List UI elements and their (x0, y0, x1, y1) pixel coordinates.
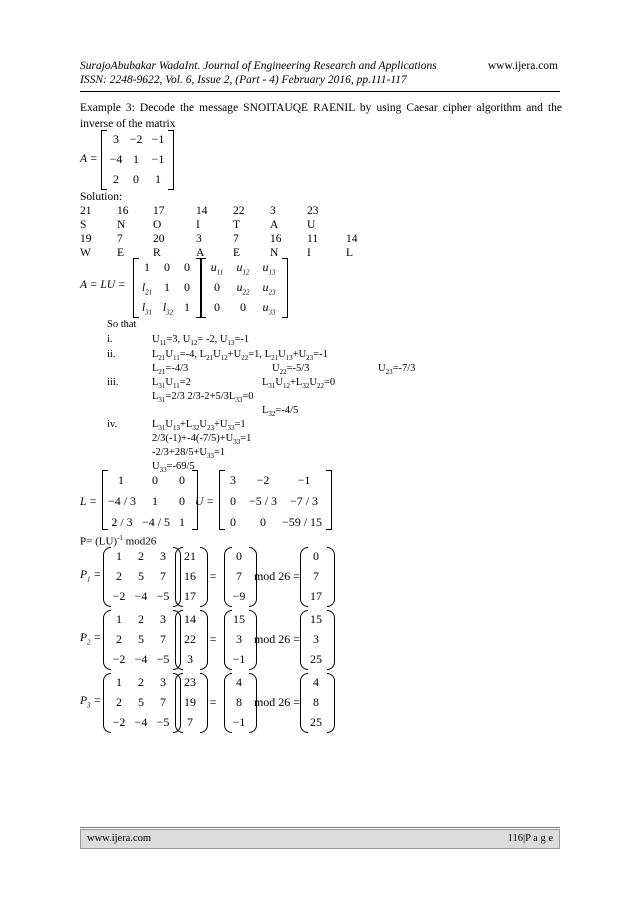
matrix-cell: 2 (116, 695, 122, 709)
matrix-cell: −1 (151, 132, 165, 146)
matrix-cell: $u_{13}$ (262, 260, 276, 277)
cipher-cell: E (233, 247, 241, 259)
vector-cell: 19 (184, 695, 196, 709)
matrix-cell: 0 (214, 280, 220, 294)
mod-result-cell: 25 (310, 715, 322, 729)
matrix-cell: 0 (152, 473, 158, 487)
matrix-cell: 0 (240, 300, 246, 314)
matrix-a-label: A = (80, 153, 98, 165)
footer-site: www.ijera.com (87, 833, 152, 844)
cipher-cell: E (117, 247, 125, 259)
cipher-cell: U (307, 219, 316, 231)
matrix-cell: $l_{32}$ (162, 300, 174, 317)
cipher-cell: N (117, 219, 126, 231)
l-matrix-label: L = (80, 496, 97, 508)
step-text: $U_{33}=-69/5$ (152, 461, 195, 475)
equals-sign: = (209, 695, 217, 709)
mod-result-cell: 15 (310, 612, 322, 626)
matrix-cell: 1 (116, 612, 122, 626)
vector-cell: 23 (184, 675, 196, 689)
matrix-cell: 0 (260, 515, 266, 529)
matrix-cell: −4 (134, 589, 148, 603)
cipher-cell: 20 (153, 233, 165, 245)
vector-cell: 14 (184, 612, 196, 626)
step-text: $U_{11}=3$, $U_{12}= -2$, $U_{13}=-1$ (152, 334, 250, 348)
cipher-cell: 23 (307, 205, 319, 217)
matrix-cell: 2 (116, 632, 122, 646)
step-text: $U_{23}=-7/3$ (378, 363, 416, 377)
step-number: iii. (107, 377, 119, 388)
footer-rule (80, 827, 560, 828)
issn-line: ISSN: 2248-9622, Vol. 6, Issue 2, (Part - 4) February 2016, pp.111-117 (80, 74, 407, 86)
cipher-cell: A (196, 247, 205, 259)
cipher-cell: I (196, 219, 200, 231)
equals-sign: = (209, 569, 217, 583)
matrix-cell: −1 (297, 473, 311, 487)
cipher-cell: A (270, 219, 279, 231)
matrix-cell: $u_{11}$ (210, 260, 224, 277)
matrix-cell: 5 (138, 695, 144, 709)
matrix-cell: 2 (138, 549, 144, 563)
matrix-a-bracket-right (168, 130, 174, 190)
mod-result-cell: 0 (313, 549, 319, 563)
matrix-cell: 1 (179, 515, 185, 529)
cipher-cell: 7 (233, 233, 239, 245)
matrix-cell: −2 (129, 132, 143, 146)
matrix-cell: 2 / 3 (111, 515, 133, 529)
matrix-cell: 0 (133, 172, 139, 186)
matrix-cell: −1 (151, 152, 165, 166)
matrix-cell: 2 (138, 612, 144, 626)
header-site: www.ijera.com (487, 60, 558, 72)
matrix-cell: $u_{22}$ (236, 280, 250, 297)
vector-cell: 7 (187, 715, 193, 729)
matrix-cell: $u_{12}$ (236, 260, 250, 277)
result-cell: 8 (236, 695, 242, 709)
vector-cell: 17 (184, 589, 196, 603)
cipher-cell: 22 (233, 205, 245, 217)
matrix-cell: −4 (134, 715, 148, 729)
step-text: $L_{31}U_{13}+L_{32}U_{23}+U_{33}=1$ (152, 419, 246, 433)
step-text: $L_{31}=2/3$ $2/3-2+5/3L_{33}=0$ (152, 391, 254, 405)
matrix-cell: 3 (230, 473, 236, 487)
mod-result-cell: 3 (313, 632, 319, 646)
matrix-cell: 2 (138, 675, 144, 689)
u-bracket-right (282, 258, 288, 318)
matrix-cell: −59 / 15 (281, 515, 323, 529)
matrix-cell: −2 (112, 652, 126, 666)
mod-result-cell: 25 (310, 652, 322, 666)
result-cell: 7 (236, 569, 242, 583)
step-number: ii. (107, 349, 116, 360)
solution-label: Solution: (80, 191, 123, 203)
matrix-cell: −7 / 3 (289, 494, 319, 508)
matrix-cell: $u_{33}$ (262, 300, 276, 317)
matrix-cell: 5 (138, 569, 144, 583)
cipher-cell: 17 (153, 205, 165, 217)
matrix-cell: 7 (160, 569, 166, 583)
matrix-cell: −4 / 5 (141, 515, 171, 529)
matrix-cell: 0 (230, 494, 236, 508)
matrix-cell: 2 (116, 569, 122, 583)
matrix-cell: 0 (214, 300, 220, 314)
matrix-cell: 3 (160, 612, 166, 626)
matrix-cell: 1 (164, 280, 170, 294)
matrix-cell: −5 (156, 652, 170, 666)
cipher-cell: L (346, 247, 354, 259)
matrix-cell: −5 / 3 (248, 494, 278, 508)
step-text: $L_{21}U_{11}=-4$, $L_{21}U_{12}+U_{22}=1$, $L_{21}U_{13}+U_{23}=-1$ (152, 349, 328, 363)
mod-result-cell: 8 (313, 695, 319, 709)
matrix-cell: 7 (160, 695, 166, 709)
mod-operator: mod 26 = (253, 632, 301, 646)
product-label: $P_1$ = (80, 569, 102, 584)
matrix-cell: $l_{21}$ (141, 280, 153, 297)
matrix-cell: 0 (179, 494, 185, 508)
equals-sign: = (209, 632, 217, 646)
matrix-cell: $u_{23}$ (262, 280, 276, 297)
cipher-cell: 3 (196, 233, 202, 245)
matrix-cell: −4 / 3 (107, 494, 137, 508)
so-that-label: So that (107, 319, 137, 330)
cipher-cell: O (153, 219, 162, 231)
step-text: $L_{31}U_{11}=2$ (152, 377, 191, 391)
product-label: $P_2$ = (80, 632, 102, 647)
matrix-cell: 1 (116, 675, 122, 689)
cipher-cell: 16 (117, 205, 129, 217)
matrix-cell: 5 (138, 632, 144, 646)
matrix-cell: 2 (113, 172, 119, 186)
result-cell: −1 (232, 652, 246, 666)
mod-result-cell: 17 (310, 589, 322, 603)
matrix-cell: 0 (164, 260, 170, 274)
cipher-cell: 14 (346, 233, 358, 245)
cipher-cell: 19 (80, 233, 92, 245)
cipher-cell: I (307, 247, 311, 259)
matrix-cell: 1 (144, 260, 150, 274)
matrix-cell: 1 (133, 152, 139, 166)
matrix-cell: 3 (160, 549, 166, 563)
step-text: $L_{32}=-4/5$ (262, 405, 299, 419)
matrix-cell: 0 (184, 260, 190, 274)
cipher-cell: R (153, 247, 161, 259)
matrix-cell: $l_{31}$ (141, 300, 153, 317)
p-formula: P= (LU)$^{-1}$ mod26 (80, 534, 157, 548)
product-label: $P_3$ = (80, 695, 102, 710)
result-cell: 4 (236, 675, 242, 689)
cipher-cell: 16 (270, 233, 282, 245)
matrix-cell: −4 (134, 652, 148, 666)
cipher-cell: 11 (307, 233, 319, 245)
step-text: $L_{21}=-4/3$ (152, 363, 189, 377)
matrix-cell: 0 (230, 515, 236, 529)
matrix-cell: −5 (156, 715, 170, 729)
vector-cell: 3 (187, 652, 193, 666)
matrix-cell: 1 (152, 494, 158, 508)
result-cell: 3 (236, 632, 242, 646)
header-rule (80, 91, 560, 92)
step-number: i. (107, 334, 113, 345)
cipher-cell: 7 (117, 233, 123, 245)
matrix-cell: −5 (156, 589, 170, 603)
cipher-cell: W (80, 247, 91, 259)
matrix-cell: 0 (179, 473, 185, 487)
lu-equation-label: A = LU = (80, 279, 126, 291)
u-matrix-label: U = (195, 496, 214, 508)
vector-cell: 22 (184, 632, 196, 646)
step-text: $U_{22}=-5/3$ (272, 363, 310, 377)
result-cell: −9 (232, 589, 246, 603)
example-intro: Example 3: Decode the message SNOITAUQE RAENIL by using Caesar cipher algorithm and the inverse of the matrix (80, 102, 562, 130)
matrix-cell: 7 (160, 632, 166, 646)
matrix-cell: 1 (116, 549, 122, 563)
cipher-cell: 14 (196, 205, 208, 217)
mod-operator: mod 26 = (253, 695, 301, 709)
journal-title: SurajoAbubakar WadaInt. Journal of Engineering Research and Applications (80, 60, 437, 72)
vector-cell: 16 (184, 569, 196, 583)
matrix-cell: 3 (113, 132, 119, 146)
vector-cell: 21 (184, 549, 196, 563)
cipher-cell: S (80, 219, 87, 231)
matrix-cell: 1 (118, 473, 124, 487)
cipher-cell: T (233, 219, 241, 231)
matrix-cell: −4 (109, 152, 123, 166)
mod-result-cell: 4 (313, 675, 319, 689)
result-cell: −1 (232, 715, 246, 729)
matrix-cell: −2 (112, 589, 126, 603)
cipher-cell: N (270, 247, 279, 259)
step-text: $L_{31}U_{12}+L_{32}U_{22}=0$ (262, 377, 336, 391)
step-text: $-2/3+28/5+U_{33}=1$ (152, 447, 226, 461)
page-number: 116|P a g e (507, 833, 553, 844)
result-cell: 15 (233, 612, 245, 626)
mod-result-cell: 7 (313, 569, 319, 583)
cipher-cell: 21 (80, 205, 92, 217)
matrix-cell: 1 (155, 172, 161, 186)
page-footer (80, 829, 560, 849)
mod-operator: mod 26 = (253, 569, 301, 583)
step-text: $2/3(-1)+-4(-7/5)+U_{33}=1$ (152, 433, 252, 447)
matrix-cell: −2 (112, 715, 126, 729)
cipher-cell: 3 (270, 205, 276, 217)
result-cell: 0 (236, 549, 242, 563)
step-number: iv. (107, 419, 118, 430)
matrix-cell: 0 (184, 280, 190, 294)
matrix-cell: −2 (256, 473, 270, 487)
matrix-cell: 1 (184, 300, 190, 314)
matrix-cell: 3 (160, 675, 166, 689)
